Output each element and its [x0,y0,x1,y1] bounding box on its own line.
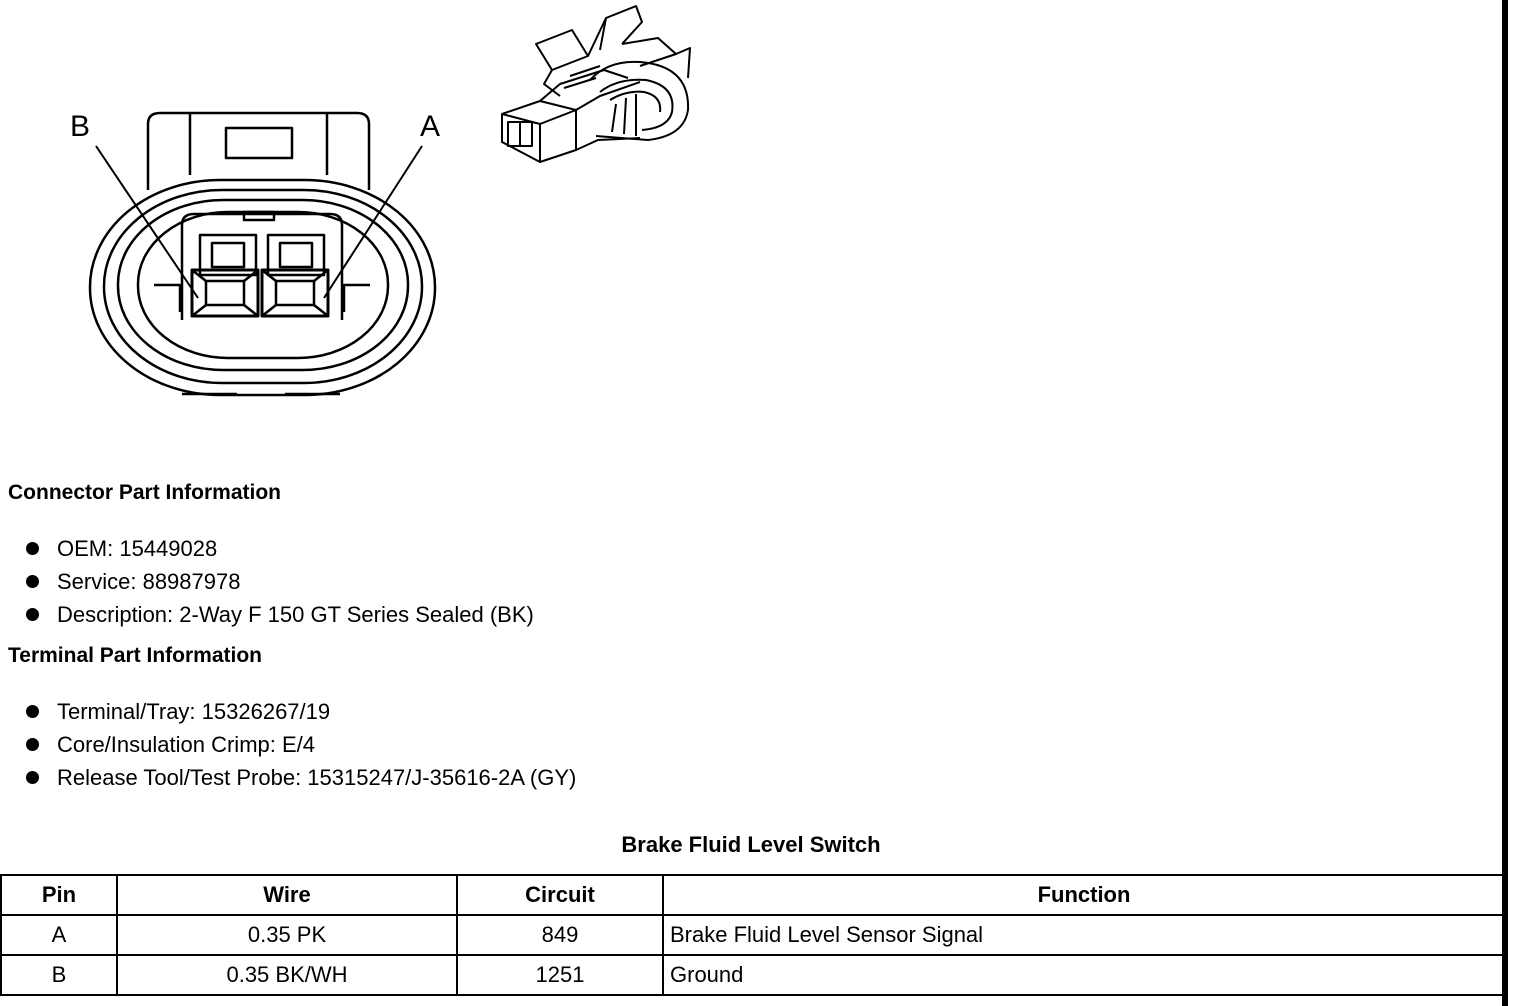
bullet-icon [26,738,39,751]
crimp-info: Core/Insulation Crimp: E/4 [57,732,315,757]
bullet-icon [26,771,39,784]
pin-label-a: A [420,110,441,143]
list-item [0,699,576,732]
column-header-wire: Wire [117,875,457,915]
connector-info-heading: Connector Part Information [8,481,282,504]
list-item [0,602,534,635]
wire-cell: 0.35 BK/WH [117,955,457,995]
list-item [0,765,576,798]
bullet-icon [26,705,39,718]
pin-cell: A [1,915,117,955]
function-cell: Ground [663,955,1505,995]
table-header-row [1,875,1505,915]
connector-face-drawing [0,0,720,420]
oem-part-number: OEM: 15449028 [57,536,218,561]
service-part-number: Service: 88987978 [57,569,241,594]
bullet-icon [26,575,39,588]
wire-cell: 0.35 PK [117,915,457,955]
connector-diagram [0,0,720,420]
table-row [1,915,1505,955]
terminal-info-list [0,699,576,798]
pin-label-b: B [70,110,91,143]
list-item [0,569,534,602]
terminal-tray: Terminal/Tray: 15326267/19 [57,699,331,724]
pinout-table [0,874,1506,996]
circuit-cell: 1251 [457,955,663,995]
column-header-function: Function [663,875,1505,915]
release-tool: Release Tool/Test Probe: 15315247/J-35616-2A (GY) [57,765,577,790]
column-header-pin: Pin [1,875,117,915]
circuit-cell: 849 [457,915,663,955]
column-header-circuit: Circuit [457,875,663,915]
function-cell: Brake Fluid Level Sensor Signal [663,915,1505,955]
table-row [1,955,1505,995]
bullet-icon [26,542,39,555]
page-right-border [1502,0,1508,1006]
connector-info-list [0,536,534,635]
table-title: Brake Fluid Level Switch [621,832,881,857]
bullet-icon [26,608,39,621]
list-item [0,536,534,569]
pin-cell: B [1,955,117,995]
list-item [0,732,576,765]
terminal-info-heading: Terminal Part Information [8,644,262,667]
connector-description: Description: 2-Way F 150 GT Series Sealed (BK) [57,602,534,627]
